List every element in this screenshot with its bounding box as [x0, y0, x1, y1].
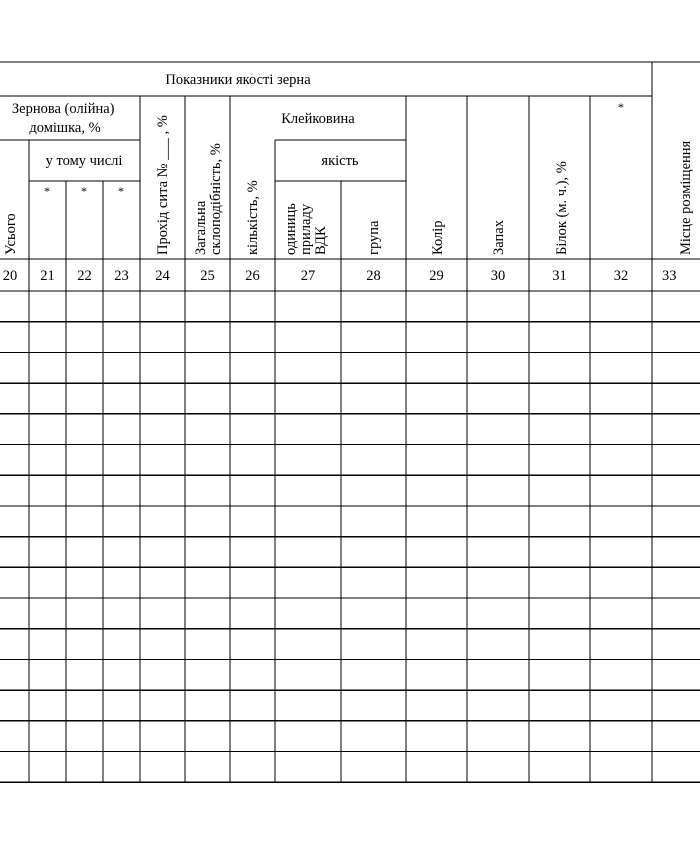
column-number: 30: [490, 268, 506, 284]
gluten-header: Клейковина: [281, 111, 355, 127]
star-note-32: *: [618, 100, 624, 114]
column-number: 24: [155, 268, 170, 284]
vitreousness-label: Загальна склоподібність, %: [193, 143, 224, 255]
sieve-label: Прохід сита № ___ , %: [155, 115, 171, 255]
gluten-units-label: одиниць приладу ВДК: [283, 203, 329, 255]
total-label: Усього: [3, 213, 19, 255]
star-note-22: *: [81, 184, 87, 198]
star-note-23: *: [118, 184, 124, 198]
column-number: 27: [300, 268, 316, 284]
color-label: Колір: [430, 220, 446, 255]
location-label: Місце розміщення: [678, 140, 694, 255]
column-number: 25: [200, 268, 215, 284]
column-number: 20: [2, 268, 18, 284]
column-number: 33: [662, 268, 677, 284]
column-number: 21: [40, 268, 55, 284]
column-number: 26: [245, 268, 260, 284]
admixture-header: Зернова (олійна) домішка, %: [11, 101, 115, 136]
gluten-quality-header: якість: [321, 153, 359, 169]
grain-quality-header: Показники якості зерна: [165, 72, 311, 88]
including-header: у тому числі: [45, 153, 123, 169]
column-number: 23: [114, 268, 129, 284]
column-number: 31: [552, 268, 567, 284]
column-number: 28: [366, 268, 381, 284]
gluten-group-label: група: [366, 220, 382, 255]
smell-label: Запах: [491, 220, 507, 255]
column-number: 22: [77, 268, 92, 284]
star-note-21: *: [44, 184, 50, 198]
column-number-row: [3, 268, 677, 284]
column-number: 29: [429, 268, 444, 284]
protein-label: Білок (м. ч.), %: [554, 161, 570, 255]
table-grid: [0, 62, 700, 782]
column-number: 32: [613, 268, 629, 284]
gluten-quantity-label: кількість, %: [245, 180, 261, 255]
